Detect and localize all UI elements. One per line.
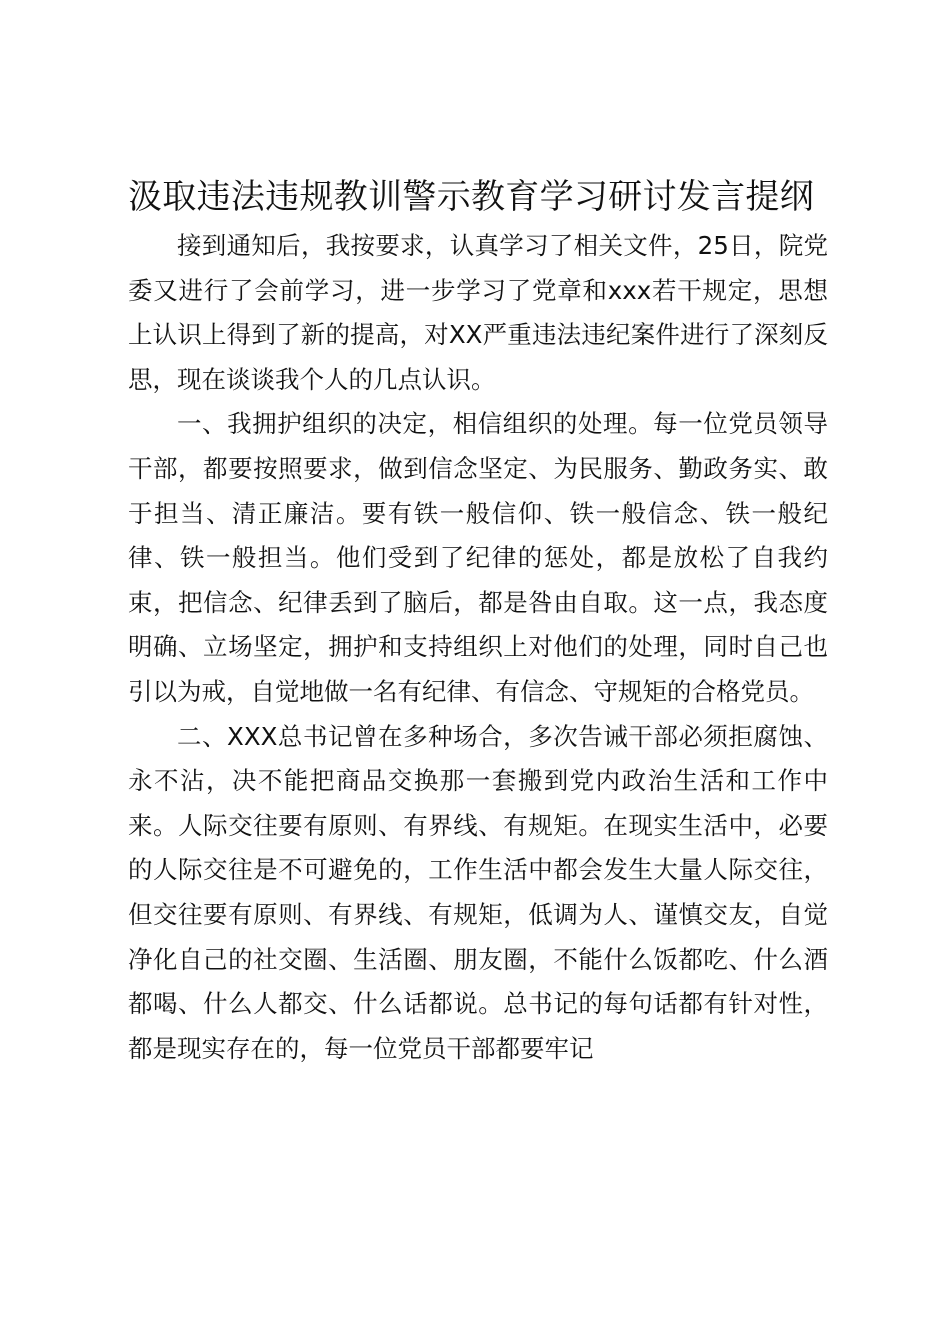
paragraph-point-one: 一、我拥护组织的决定，相信组织的处理。每一位党员领导干部，都要按照要求，做到信念坚定、为民服务、勤政务实、敢于担当、清正廉洁。要有铁一般信仰、铁一般信念、铁一般纪律、铁一般担当。他们受到了纪律的惩处，都是放松了自我约束，把信念、纪律丢到了脑后，都是咎由自取。这一点，我态度明确、立场坚定，拥护和支持组织上对他们的处理，同时自己也引以为戒，自觉地做一名有纪律、有信念、守规矩的合格党员。 — [128, 409, 828, 706]
paragraph-intro: 接到通知后，我按要求，认真学习了相关文件，25日，院党委又进行了会前学习，进一步学习了党章和xxx若干规定，思想上认识上得到了新的提高，对XX严重违法违纪案件进行了深刻反思，现在谈谈我个人的几点认识。 — [128, 231, 828, 394]
paragraph-point-two: 二、XXX总书记曾在多种场合，多次告诫干部必须拒腐蚀、永不沾，决不能把商品交换那一套搬到党内政治生活和工作中来。人际交往要有原则、有界线、有规矩。在现实生活中，必要的人际交往是不可避免的，工作生活中都会发生大量人际交往，但交往要有原则、有界线、有规矩，低调为人、谨慎交友，自觉净化自己的社交圈、生活圈、朋友圈，不能什么饭都吃、什么酒都喝、什么人都交、什么话都说。总书记的每句话都有针对性，都是现实存在的，每一位党员干部都要牢记 — [128, 721, 828, 1063]
document-title: 汲取违法违规教训警示教育学习研讨发言提纲 — [128, 177, 814, 217]
document-body — [128, 224, 828, 1071]
